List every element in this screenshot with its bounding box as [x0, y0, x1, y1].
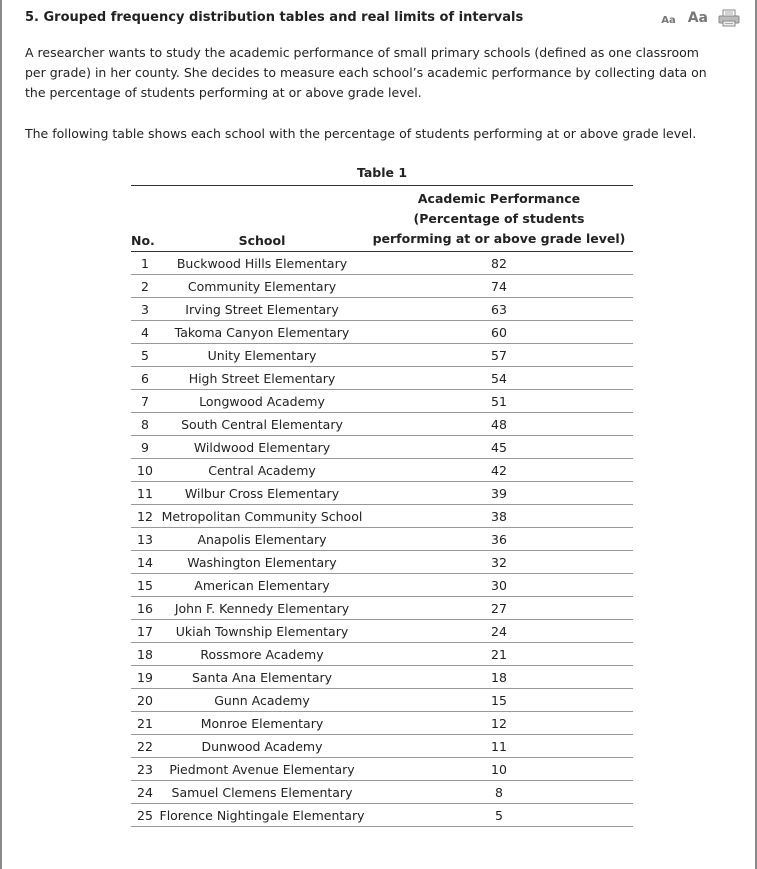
performance-value: 74 — [365, 275, 633, 298]
row-number: 1 — [131, 252, 159, 275]
school-name: Longwood Academy — [159, 390, 365, 413]
table-row — [131, 758, 633, 781]
table-row — [131, 367, 633, 390]
performance-value: 32 — [365, 551, 633, 574]
increase-font-button[interactable]: Aa — [687, 10, 708, 26]
table-row — [131, 643, 633, 666]
school-name: Monroe Elementary — [159, 712, 365, 735]
table-row — [131, 597, 633, 620]
row-number: 2 — [131, 275, 159, 298]
table-row — [131, 390, 633, 413]
performance-value: 51 — [365, 390, 633, 413]
table-row — [131, 321, 633, 344]
row-number: 24 — [131, 781, 159, 804]
performance-value: 82 — [365, 252, 633, 275]
row-number: 8 — [131, 413, 159, 436]
row-number: 5 — [131, 344, 159, 367]
performance-value: 11 — [365, 735, 633, 758]
table-row — [131, 528, 633, 551]
row-number: 11 — [131, 482, 159, 505]
row-number: 17 — [131, 620, 159, 643]
table-row — [131, 689, 633, 712]
performance-value: 10 — [365, 758, 633, 781]
performance-value: 48 — [365, 413, 633, 436]
school-name: John F. Kennedy Elementary — [159, 597, 365, 620]
school-name: Irving Street Elementary — [159, 298, 365, 321]
row-number: 14 — [131, 551, 159, 574]
table-row — [131, 436, 633, 459]
performance-value: 38 — [365, 505, 633, 528]
header-performance-line1: Academic Performance — [417, 191, 581, 206]
school-name: Wilbur Cross Elementary — [159, 482, 365, 505]
performance-value: 60 — [365, 321, 633, 344]
table-row — [131, 666, 633, 689]
school-name: Rossmore Academy — [159, 643, 365, 666]
performance-value: 18 — [365, 666, 633, 689]
school-name: Ukiah Township Elementary — [159, 620, 365, 643]
school-name: Florence Nightingale Elementary — [159, 804, 365, 827]
school-name: Metropolitan Community School — [159, 505, 365, 528]
school-name: Washington Elementary — [159, 551, 365, 574]
table-row — [131, 482, 633, 505]
header-performance — [365, 186, 633, 252]
row-number: 6 — [131, 367, 159, 390]
header-performance-line3: performing at or above grade level) — [372, 231, 626, 246]
row-number: 12 — [131, 505, 159, 528]
performance-value: 54 — [365, 367, 633, 390]
table-caption: Table 1 — [356, 165, 408, 180]
school-name: Santa Ana Elementary — [159, 666, 365, 689]
row-number: 10 — [131, 459, 159, 482]
row-number: 3 — [131, 298, 159, 321]
table-row — [131, 252, 633, 275]
table-row — [131, 459, 633, 482]
table-header-row — [131, 186, 633, 252]
performance-value: 21 — [365, 643, 633, 666]
row-number: 15 — [131, 574, 159, 597]
row-number: 21 — [131, 712, 159, 735]
performance-value: 5 — [365, 804, 633, 827]
school-name: South Central Elementary — [159, 413, 365, 436]
performance-value: 30 — [365, 574, 633, 597]
school-name: Gunn Academy — [159, 689, 365, 712]
table-row — [131, 712, 633, 735]
school-name: High Street Elementary — [159, 367, 365, 390]
performance-value: 15 — [365, 689, 633, 712]
performance-value: 42 — [365, 459, 633, 482]
header-school: School — [159, 186, 365, 252]
table-row — [131, 275, 633, 298]
row-number: 20 — [131, 689, 159, 712]
school-name: Piedmont Avenue Elementary — [159, 758, 365, 781]
table-row — [131, 781, 633, 804]
school-name: Dunwood Academy — [159, 735, 365, 758]
toolbar — [661, 9, 740, 27]
school-name: Samuel Clemens Elementary — [159, 781, 365, 804]
table-intro-paragraph: The following table shows each school with the percentage of students performing at or above grade level. — [25, 126, 697, 141]
performance-value: 24 — [365, 620, 633, 643]
table-row — [131, 298, 633, 321]
question-header — [25, 9, 740, 29]
school-name: Wildwood Elementary — [159, 436, 365, 459]
row-number: 16 — [131, 597, 159, 620]
row-number: 4 — [131, 321, 159, 344]
table-row — [131, 413, 633, 436]
row-number: 18 — [131, 643, 159, 666]
table-row — [131, 620, 633, 643]
table-row — [131, 735, 633, 758]
school-name: Takoma Canyon Elementary — [159, 321, 365, 344]
question-title: 5. Grouped frequency distribution tables and real limits of intervals — [25, 10, 524, 25]
performance-value: 36 — [365, 528, 633, 551]
schools-table — [131, 185, 633, 827]
left-frame-border — [0, 0, 2, 869]
table-row — [131, 804, 633, 827]
row-number: 23 — [131, 758, 159, 781]
performance-value: 63 — [365, 298, 633, 321]
school-name: American Elementary — [159, 574, 365, 597]
row-number: 25 — [131, 804, 159, 827]
school-name: Unity Elementary — [159, 344, 365, 367]
performance-value: 27 — [365, 597, 633, 620]
table-row — [131, 551, 633, 574]
decrease-font-button[interactable]: Aa — [661, 14, 676, 26]
table-row — [131, 344, 633, 367]
table-row — [131, 505, 633, 528]
performance-value: 39 — [365, 482, 633, 505]
row-number: 9 — [131, 436, 159, 459]
row-number: 7 — [131, 390, 159, 413]
school-name: Anapolis Elementary — [159, 528, 365, 551]
performance-value: 12 — [365, 712, 633, 735]
header-performance-line2: (Percentage of students — [413, 211, 585, 226]
printer-icon[interactable] — [718, 9, 740, 27]
row-number: 19 — [131, 666, 159, 689]
performance-value: 57 — [365, 344, 633, 367]
row-number: 13 — [131, 528, 159, 551]
performance-value: 45 — [365, 436, 633, 459]
header-no: No. — [131, 186, 159, 252]
intro-paragraph: A researcher wants to study the academic performance of small primary schools (defined as one classroom per grade) in her county. She decides to measure each school’s academic performance by collecting data on the percentage of students performing at or above grade level. — [25, 45, 707, 100]
school-name: Buckwood Hills Elementary — [159, 252, 365, 275]
performance-value: 8 — [365, 781, 633, 804]
school-name: Community Elementary — [159, 275, 365, 298]
school-name: Central Academy — [159, 459, 365, 482]
table-row — [131, 574, 633, 597]
row-number: 22 — [131, 735, 159, 758]
